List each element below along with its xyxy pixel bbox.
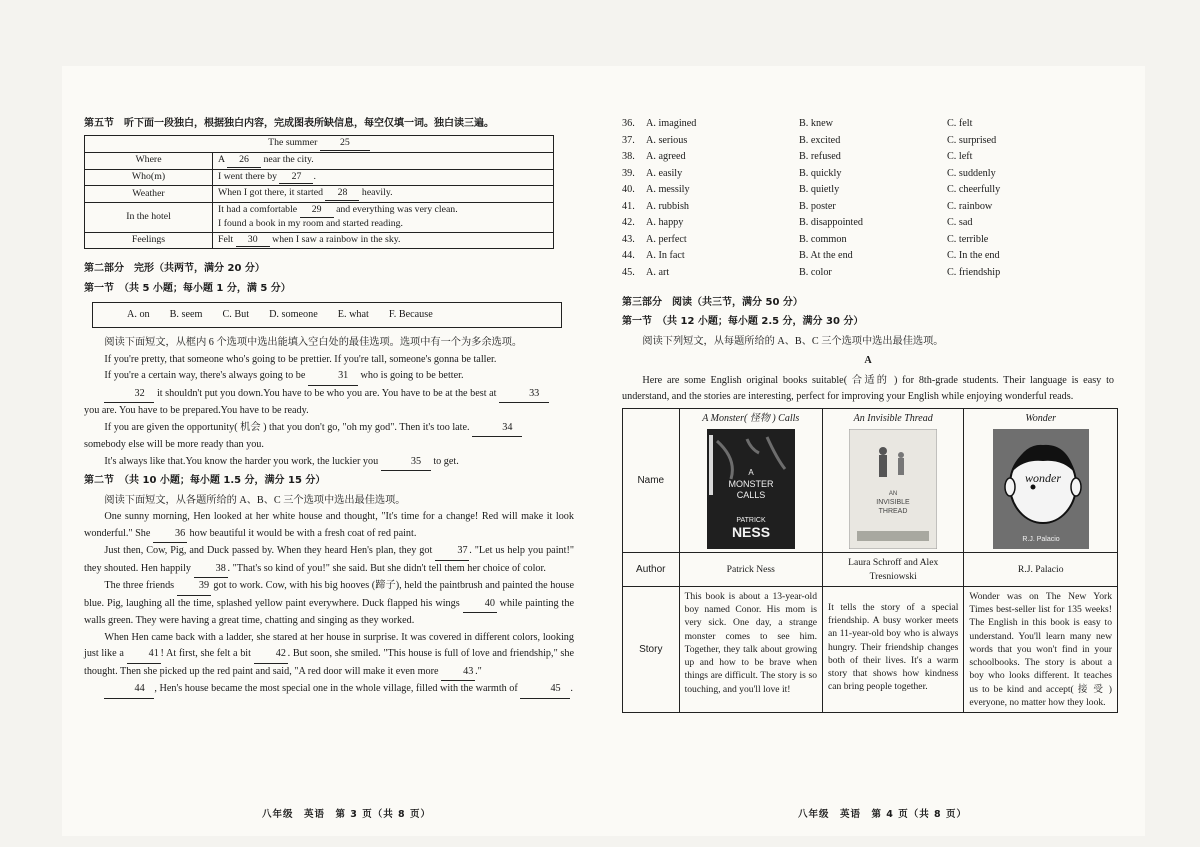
choice-row <box>622 265 1114 282</box>
story-paragraph: When Hen came back with a ladder, she stared at her house in surprise. It was covered in different colors, looking just like a 41 ! At first, she felt a bit 42 . But soon, she smiled. "This house is full of love and friendship," she thought. Then she picked up the red paint and said, "A red door will make it even more 43 ." <box>84 630 574 682</box>
question-number: 38. <box>622 151 635 163</box>
question-number: 41. <box>622 200 635 212</box>
passage1-line: you are. You have to be prepared.You have to be ready. <box>84 405 309 417</box>
question-number: 45. <box>622 266 635 278</box>
choice-option[interactable]: C. left <box>947 151 973 163</box>
right-page-footer: 八年级 英语 第 4 页（共 8 页） <box>798 809 967 820</box>
row-label: Who(m) <box>85 169 213 186</box>
book-cell <box>823 408 964 553</box>
blank-30[interactable]: 30 <box>236 234 270 248</box>
choice-option[interactable]: A. happy <box>646 217 684 229</box>
table-title: The summer <box>268 137 318 149</box>
choice-row <box>622 199 1114 216</box>
passage1-line: It's always like that.You know the harder you work, the luckier you 35 to get. <box>84 454 574 472</box>
listening-summary-table <box>84 135 554 249</box>
book-title: Wonder <box>1025 412 1057 424</box>
row-label: Weather <box>85 186 213 203</box>
choice-row <box>622 166 1114 183</box>
choice-option[interactable]: C. rainbow <box>947 200 993 212</box>
story-paragraph: One sunny morning, Hen looked at her white house and thought, "It's time for a change! Red will make it look wonderful." She 36 how beautiful it would be with a fresh coat of red paint. <box>84 509 574 543</box>
blank-26[interactable]: 26 <box>227 154 261 168</box>
blank-36[interactable]: 36 <box>153 526 187 544</box>
book-author: Laura Schroff and Alex Tresniowski <box>823 553 964 586</box>
row-label-story: Story <box>623 586 680 712</box>
choice-option[interactable]: B. excited <box>799 134 841 146</box>
svg-text:INVISIBLE: INVISIBLE <box>876 499 910 507</box>
story-paragraph: 44 , Hen's house became the most special one in the whole village, filled with the warmth of 45 . <box>84 681 574 699</box>
invisible-thread-cover-image <box>849 429 937 549</box>
passage1-line: If you're pretty, that someone who's going to be prettier. If you're tall, someone's gonna be taller. <box>104 353 497 365</box>
choice-option[interactable]: A. agreed <box>646 151 686 163</box>
book-cell <box>679 408 822 553</box>
choice-row <box>622 149 1114 166</box>
word-options-box <box>92 302 562 329</box>
book-title: An Invisible Thread <box>853 412 933 424</box>
blank-42[interactable]: 42 <box>254 646 288 664</box>
blank-28[interactable]: 28 <box>325 187 359 201</box>
svg-text:A: A <box>748 468 754 478</box>
blank-32[interactable]: 32 <box>104 386 154 404</box>
choice-option[interactable]: B. knew <box>799 118 833 129</box>
choice-row <box>622 133 1114 150</box>
part3-section1-heading: 第一节 （共 12 小题；每小题 2.5 分，满分 30 分） <box>622 316 864 328</box>
row-label: Feelings <box>85 232 213 249</box>
blank-27[interactable]: 27 <box>279 171 313 185</box>
blank-25[interactable]: 25 <box>320 137 370 151</box>
choice-option[interactable]: B. At the end <box>799 250 853 262</box>
section5-heading: 第五节 听下面一段独白，根据独白内容，完成图表所缺信息，每空仅填一词。独白读三遍。 <box>84 118 494 129</box>
choice-option[interactable]: C. terrible <box>947 233 989 245</box>
choice-option[interactable]: B. poster <box>799 200 836 212</box>
svg-text:AN: AN <box>889 491 898 498</box>
blank-33[interactable]: 33 <box>499 386 549 404</box>
book-author: Patrick Ness <box>679 553 822 586</box>
table-title-row <box>85 136 554 153</box>
part2-section1-heading: 第一节 （共 5 小题；每小题 1 分，满 5 分） <box>84 282 291 294</box>
blank-34[interactable]: 34 <box>472 420 522 438</box>
row-label: Where <box>85 152 213 169</box>
name-row <box>623 408 1118 553</box>
option-a[interactable]: A. on <box>127 308 150 320</box>
row-label-name: Name <box>623 408 680 553</box>
svg-text:PATRICK: PATRICK <box>736 517 766 525</box>
row-text: I found a book in my room and started reading. <box>218 217 404 229</box>
row-label: In the hotel <box>85 203 213 232</box>
part3-heading: 第三部分 阅读（共三节，满分 50 分） <box>622 297 803 309</box>
question-number: 39. <box>622 167 635 179</box>
choice-option[interactable]: C. surprised <box>947 134 997 146</box>
blank-31[interactable]: 31 <box>308 368 358 386</box>
choice-option[interactable]: A. easily <box>646 167 683 179</box>
wonder-cover-image <box>993 429 1089 549</box>
book-story: It tells the story of a special friendship. A busy worker meets an 11-year-old boy who is always hungry. Their friendship changes both of their lives. It's a warm story that shows how kindness can bring people together. <box>823 586 964 712</box>
books-table <box>622 408 1118 713</box>
row-text: and everything was very clean. <box>336 204 458 216</box>
story-paragraph: The three friends 39 got to work. Cow, with his big hooves (蹄子), held the paintbrush and painted the house blue. Pig, laughing all the time, splashed yellow paint everywhere. Duck flapped his wings 40 while painting the walls green. They were having a great time, chatting and singing as they worked. <box>84 580 575 627</box>
story-paragraph: Just then, Cow, Pig, and Duck passed by. When they heard Hen's plan, they got 37 . "Let us help you paint!" they shouted. Hen happily 38 . "That's so kind of you!" she said. But she didn't tell them her choice of color. <box>84 543 574 578</box>
choice-option[interactable]: B. common <box>799 233 847 245</box>
choice-option[interactable]: C. suddenly <box>947 167 996 179</box>
blank-29[interactable]: 29 <box>300 204 334 218</box>
blank-41[interactable]: 41 <box>127 646 161 664</box>
choice-option[interactable]: C. friendship <box>947 266 1001 278</box>
choice-row <box>622 116 1114 133</box>
passage1-line: somebody else will be more ready than you. <box>84 439 264 451</box>
option-e[interactable]: E. what <box>337 308 369 320</box>
instruction-2: 阅读下面短文，从各题所给的 A、B、C 三个选项中选出最佳选项。 <box>104 494 406 506</box>
blank-44[interactable]: 44 <box>104 681 154 699</box>
right-page <box>622 116 1114 713</box>
choice-option[interactable]: B. color <box>799 266 832 278</box>
blank-40[interactable]: 40 <box>463 596 497 614</box>
passage1-line: 32 it shouldn't put you down.You have to be who you are. You have to be at the best at 33 <box>84 386 574 404</box>
book-title: A Monster( 怪物 ) Calls <box>702 412 800 424</box>
book-story: This book is about a 13-year-old boy named Conor. His mom is very sick. One day, a strange monster comes to see him. Together, they talk about growing up and how to be brave when things are difficult. The story is so touching, and you'll love it! <box>679 586 822 712</box>
svg-text:NESS: NESS <box>731 524 770 541</box>
choice-row <box>622 232 1114 249</box>
instruction-3: 阅读下列短文，从每题所给的 A、B、C 三个选项中选出最佳选项。 <box>642 335 944 347</box>
row-text: Felt <box>218 233 234 245</box>
choice-option[interactable]: A. messily <box>646 184 690 196</box>
option-d[interactable]: D. someone <box>269 308 318 320</box>
passage-intro: Here are some English original books suitable( 合适的 ) for 8th-grade students. Their language is easy to understand, and the stories are interesting, perfect for improving your English while enjoying wonderful reads. <box>622 374 1114 403</box>
story-row <box>623 586 1118 712</box>
answer-choices-list <box>622 116 1114 281</box>
blank-39[interactable]: 39 <box>177 578 211 596</box>
row-text: It had a comfortable <box>218 204 298 216</box>
row-text: near the city. <box>263 153 314 165</box>
question-number: 36. <box>622 118 635 129</box>
question-number: 43. <box>622 233 635 245</box>
option-f[interactable]: F. Because <box>388 308 433 320</box>
choice-option[interactable]: C. felt <box>947 118 973 129</box>
choice-option[interactable]: C. cheerfully <box>947 184 1001 196</box>
table-row <box>85 152 554 169</box>
choice-row <box>622 215 1114 232</box>
passage-letter: A <box>864 355 872 367</box>
choice-option[interactable]: B. quickly <box>799 167 842 179</box>
svg-text:CALLS: CALLS <box>736 490 766 501</box>
choice-option[interactable]: A. serious <box>646 134 688 146</box>
choice-option[interactable]: C. In the end <box>947 250 1000 262</box>
svg-text:R.J. Palacio: R.J. Palacio <box>1022 536 1060 544</box>
row-text: heavily. <box>361 187 393 199</box>
left-page <box>84 116 574 699</box>
option-b[interactable]: B. seem <box>169 308 203 320</box>
row-label-author: Author <box>623 553 680 586</box>
svg-text:THREAD: THREAD <box>878 508 908 516</box>
blank-43[interactable]: 43 <box>441 664 475 682</box>
choice-option[interactable]: B. refused <box>799 151 841 163</box>
instruction-1: 阅读下面短文，从框内 6 个选项中选出能填入空白处的最佳选项。选项中有一个为多余选项。 <box>104 337 523 349</box>
book-cell <box>964 408 1118 553</box>
option-c[interactable]: C. But <box>222 308 250 320</box>
part2-heading: 第二部分 完形（共两节，满分 20 分） <box>84 263 265 275</box>
row-text: I went there by <box>218 170 278 182</box>
choice-option[interactable]: B. disappointed <box>799 217 863 229</box>
row-text: When I got there, it started <box>218 187 324 199</box>
choice-option[interactable]: A. perfect <box>646 233 687 245</box>
part2-section2-heading: 第二节 （共 10 小题；每小题 1.5 分，满分 15 分） <box>84 475 326 487</box>
monster-calls-cover-image <box>707 429 795 549</box>
table-row <box>85 232 554 249</box>
blank-45[interactable]: 45 <box>520 681 570 699</box>
choice-option[interactable]: A. art <box>646 266 670 278</box>
choice-option[interactable]: C. sad <box>947 217 973 229</box>
choice-option[interactable]: A. In fact <box>646 250 685 262</box>
blank-35[interactable]: 35 <box>381 454 431 472</box>
question-number: 42. <box>622 217 635 229</box>
question-number: 37. <box>622 134 635 146</box>
table-row <box>85 186 554 203</box>
choice-row <box>622 248 1114 265</box>
question-number: 40. <box>622 184 635 196</box>
svg-text:wonder: wonder <box>1024 471 1061 486</box>
blank-37[interactable]: 37 <box>435 543 469 561</box>
table-row <box>85 203 554 232</box>
svg-text:MONSTER: MONSTER <box>728 479 774 490</box>
choice-row <box>622 182 1114 199</box>
left-page-footer: 八年级 英语 第 3 页（共 8 页） <box>262 809 431 820</box>
passage1-line: If you're a certain way, there's always going to be 31 who is going to be better. <box>84 368 574 386</box>
book-story: Wonder was on The New York Times best-seller list for 135 weeks! The English in this book is easy to understand. You'll learn many new words that you won't find in your schoolbooks. The story is about a boy who looks different. It teaches us to be kind and accept( 接 受 ) everyone, no matter how they look. <box>964 586 1118 712</box>
row-text: . <box>313 170 316 182</box>
choice-option[interactable]: B. quietly <box>799 184 840 196</box>
choice-option[interactable]: A. imagined <box>646 118 697 129</box>
choice-option[interactable]: A. rubbish <box>646 200 690 212</box>
row-text: when I saw a rainbow in the sky. <box>272 233 401 245</box>
blank-38[interactable]: 38 <box>194 561 228 579</box>
question-number: 44. <box>622 250 635 262</box>
row-text: A <box>218 153 225 165</box>
book-author: R.J. Palacio <box>964 553 1118 586</box>
passage1-line: If you are given the opportunity( 机会 ) that you don't go, "oh my god". Then it's too late. 34 <box>84 420 574 438</box>
table-row <box>85 169 554 186</box>
author-row <box>623 553 1118 586</box>
